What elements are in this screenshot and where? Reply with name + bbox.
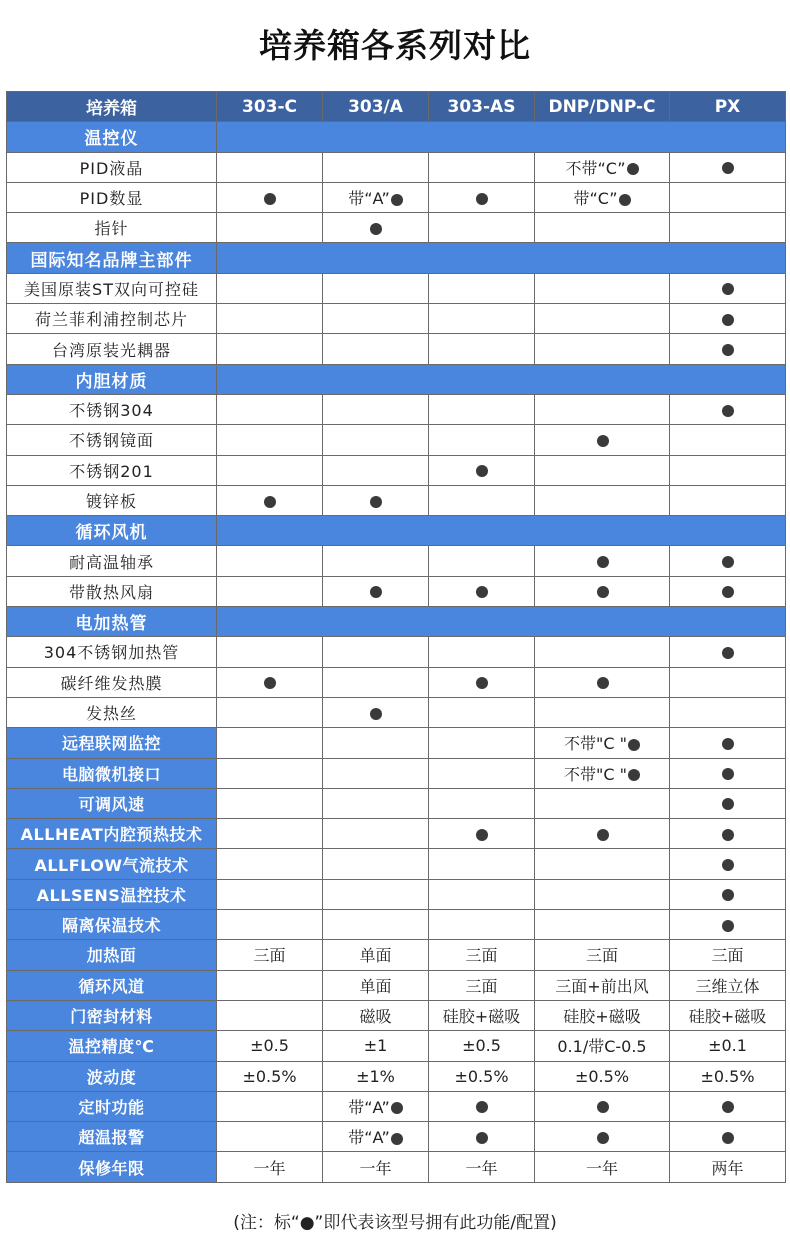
table-cell (670, 1122, 786, 1152)
filled-circle-icon (597, 435, 609, 447)
cell-text: 不带“C” (565, 158, 626, 178)
filled-circle-icon (391, 194, 403, 206)
table-cell (323, 425, 429, 455)
table-cell (429, 485, 535, 515)
table-cell (429, 910, 535, 940)
table-cell (670, 697, 786, 727)
table-cell: 0.1/带C-0.5 (535, 1031, 670, 1061)
table-row (7, 485, 786, 515)
table-cell: 单面 (323, 970, 429, 1000)
row-label: 镀锌板 (7, 485, 217, 515)
category-spacer (217, 607, 786, 637)
table-cell (217, 213, 323, 243)
table-cell (429, 394, 535, 424)
filled-circle-icon (370, 496, 382, 508)
table-cell: 一年 (429, 1152, 535, 1182)
table-cell (670, 728, 786, 758)
table-cell (429, 667, 535, 697)
row-label: 门密封材料 (7, 1000, 217, 1030)
row-label: 台湾原装光耦器 (7, 334, 217, 364)
filled-circle-icon (722, 859, 734, 871)
table-cell (429, 213, 535, 243)
table-cell (670, 213, 786, 243)
table-cell (217, 667, 323, 697)
table-row (7, 788, 786, 818)
category-label: 国际知名品牌主部件 (7, 243, 217, 273)
table-cell (323, 546, 429, 576)
table-row (7, 425, 786, 455)
table-cell (670, 819, 786, 849)
table-row (7, 970, 786, 1000)
table-cell (217, 910, 323, 940)
table-cell (429, 758, 535, 788)
filled-circle-icon (722, 586, 734, 598)
table-cell (670, 334, 786, 364)
row-label: 可调风速 (7, 788, 217, 818)
row-label: 隔离保温技术 (7, 910, 217, 940)
row-label: 304不锈钢加热管 (7, 637, 217, 667)
table-cell (535, 334, 670, 364)
table-cell: ±0.5 (429, 1031, 535, 1061)
table-row (7, 576, 786, 606)
filled-circle-icon (597, 556, 609, 568)
filled-circle-icon (370, 708, 382, 720)
table-row (7, 1091, 786, 1121)
table-cell (323, 758, 429, 788)
filled-circle-icon (476, 1101, 488, 1113)
table-cell (535, 273, 670, 303)
filled-circle-icon (722, 314, 734, 326)
table-cell (323, 788, 429, 818)
table-cell (670, 788, 786, 818)
table-cell (429, 849, 535, 879)
row-label: 带散热风扇 (7, 576, 217, 606)
filled-circle-icon (722, 889, 734, 901)
table-cell (217, 394, 323, 424)
row-label: PID液晶 (7, 152, 217, 182)
row-label: PID数显 (7, 182, 217, 212)
table-cell: 硅胶+磁吸 (429, 1000, 535, 1030)
table-row (7, 940, 786, 970)
table-cell (217, 182, 323, 212)
table-row (7, 728, 786, 758)
table-cell (670, 425, 786, 455)
table-cell (217, 1122, 323, 1152)
table-row (7, 213, 786, 243)
table-cell (670, 485, 786, 515)
filled-circle-icon (619, 194, 631, 206)
table-cell (323, 485, 429, 515)
table-cell (429, 879, 535, 909)
row-label: 指针 (7, 213, 217, 243)
filled-circle-icon (597, 829, 609, 841)
category-row (7, 364, 786, 394)
filled-circle-icon (476, 677, 488, 689)
table-cell (535, 637, 670, 667)
table-cell (323, 152, 429, 182)
table-cell (323, 394, 429, 424)
table-row (7, 849, 786, 879)
table-cell (670, 576, 786, 606)
table-cell: 磁吸 (323, 1000, 429, 1030)
table-cell (535, 879, 670, 909)
table-header-row (7, 92, 786, 122)
table-cell (323, 697, 429, 727)
filled-circle-icon (722, 829, 734, 841)
table-cell (217, 304, 323, 334)
table-cell (217, 758, 323, 788)
row-label: 不锈钢304 (7, 394, 217, 424)
table-cell (323, 273, 429, 303)
table-cell (535, 152, 670, 182)
filled-circle-icon (391, 1133, 403, 1145)
filled-circle-icon (722, 1101, 734, 1113)
filled-circle-icon (628, 769, 640, 781)
header-cell: DNP/DNP-C (535, 92, 670, 122)
table-cell (217, 637, 323, 667)
table-cell (217, 1000, 323, 1030)
category-spacer (217, 364, 786, 394)
table-cell: 三面 (670, 940, 786, 970)
table-cell (217, 728, 323, 758)
filled-circle-icon (391, 1102, 403, 1114)
filled-circle-icon (722, 556, 734, 568)
table-cell (217, 1091, 323, 1121)
table-cell (429, 697, 535, 727)
table-cell (670, 849, 786, 879)
filled-circle-icon (264, 677, 276, 689)
table-cell (217, 425, 323, 455)
page-title: 培养箱各系列对比 (259, 26, 531, 65)
table-cell (535, 182, 670, 212)
filled-circle-icon (722, 738, 734, 750)
table-cell (429, 637, 535, 667)
table-cell (429, 304, 535, 334)
table-cell (217, 879, 323, 909)
table-cell (535, 394, 670, 424)
category-label: 内胆材质 (7, 364, 217, 394)
table-cell: ±0.5% (217, 1061, 323, 1091)
cell-text: 不带"C " (564, 764, 627, 784)
row-label: 荷兰菲利浦控制芯片 (7, 304, 217, 334)
table-row (7, 334, 786, 364)
table-cell (535, 667, 670, 697)
filled-circle-icon (264, 496, 276, 508)
filled-circle-icon (722, 768, 734, 780)
row-label: 耐高温轴承 (7, 546, 217, 576)
table-cell (429, 425, 535, 455)
header-cell: 303-C (217, 92, 323, 122)
table-cell (670, 879, 786, 909)
header-cell: 培养箱 (7, 92, 217, 122)
table-cell: 三面 (429, 940, 535, 970)
table-cell (429, 182, 535, 212)
table-cell (535, 1122, 670, 1152)
table-cell (535, 697, 670, 727)
table-cell (535, 425, 670, 455)
filled-circle-icon (597, 677, 609, 689)
table-cell: 两年 (670, 1152, 786, 1182)
table-cell (217, 152, 323, 182)
table-cell: 硅胶+磁吸 (670, 1000, 786, 1030)
category-row (7, 607, 786, 637)
table-cell (535, 1091, 670, 1121)
filled-circle-icon (476, 1132, 488, 1144)
header-cell: PX (670, 92, 786, 122)
table-cell (429, 1122, 535, 1152)
table-cell (323, 576, 429, 606)
table-cell: ±1% (323, 1061, 429, 1091)
category-spacer (217, 243, 786, 273)
table-cell (429, 728, 535, 758)
table-row (7, 697, 786, 727)
table-row (7, 1000, 786, 1030)
table-cell: 一年 (323, 1152, 429, 1182)
table-cell (670, 1091, 786, 1121)
filled-circle-icon (597, 1132, 609, 1144)
cell-text: 带“A” (348, 1128, 390, 1148)
table-cell: 一年 (535, 1152, 670, 1182)
table-cell (217, 273, 323, 303)
table-cell (217, 819, 323, 849)
table-cell (217, 546, 323, 576)
filled-circle-icon (597, 1101, 609, 1113)
category-label: 循环风机 (7, 516, 217, 546)
category-spacer (217, 516, 786, 546)
header-cell: 303/A (323, 92, 429, 122)
table-cell (429, 788, 535, 818)
table-cell (217, 334, 323, 364)
row-label: ALLHEAT内腔预热技术 (7, 819, 217, 849)
comparison-table (6, 91, 786, 1183)
table-cell: ±0.5% (535, 1061, 670, 1091)
table-cell (323, 728, 429, 758)
table-cell (670, 546, 786, 576)
table-cell (323, 1091, 429, 1121)
filled-circle-icon (722, 162, 734, 174)
table-row (7, 546, 786, 576)
table-cell (217, 485, 323, 515)
table-cell (670, 394, 786, 424)
table-row (7, 1031, 786, 1061)
table-cell (535, 485, 670, 515)
table-cell (323, 849, 429, 879)
row-label: 温控精度℃ (7, 1031, 217, 1061)
table-cell: 三面 (429, 970, 535, 1000)
table-cell (323, 667, 429, 697)
filled-circle-icon (476, 829, 488, 841)
table-cell: ±0.5% (429, 1061, 535, 1091)
table-row (7, 182, 786, 212)
table-cell (323, 637, 429, 667)
table-row (7, 304, 786, 334)
table-cell (535, 576, 670, 606)
category-label: 电加热管 (7, 607, 217, 637)
row-label: ALLSENS温控技术 (7, 879, 217, 909)
filled-circle-icon (628, 739, 640, 751)
filled-circle-icon (722, 283, 734, 295)
table-cell: 一年 (217, 1152, 323, 1182)
footnote: (注：标“●”即代表该型号拥有此功能/配置) (233, 1213, 557, 1233)
filled-circle-icon (264, 193, 276, 205)
row-label: 定时功能 (7, 1091, 217, 1121)
filled-circle-icon (722, 1132, 734, 1144)
table-cell (429, 152, 535, 182)
table-cell: ±0.5 (217, 1031, 323, 1061)
header-cell: 303-AS (429, 92, 535, 122)
table-row (7, 1122, 786, 1152)
filled-circle-icon (597, 586, 609, 598)
row-label: 美国原装ST双向可控硅 (7, 273, 217, 303)
table-cell (535, 819, 670, 849)
table-cell: 三面 (217, 940, 323, 970)
table-cell (670, 667, 786, 697)
table-cell: 三维立体 (670, 970, 786, 1000)
cell-text: 带“A” (348, 1097, 390, 1117)
table-cell (429, 1091, 535, 1121)
table-cell (535, 546, 670, 576)
table-cell (217, 849, 323, 879)
table-row (7, 819, 786, 849)
table-cell (323, 334, 429, 364)
table-cell (670, 637, 786, 667)
table-cell (323, 819, 429, 849)
row-label: 不锈钢201 (7, 455, 217, 485)
table-cell: ±0.1 (670, 1031, 786, 1061)
table-cell (535, 758, 670, 788)
filled-circle-icon (370, 586, 382, 598)
table-cell (323, 910, 429, 940)
filled-circle-icon (476, 465, 488, 477)
table-cell (535, 728, 670, 758)
row-label: 波动度 (7, 1061, 217, 1091)
table-cell (217, 576, 323, 606)
table-cell: 三面 (535, 940, 670, 970)
category-row (7, 516, 786, 546)
row-label: 不锈钢镜面 (7, 425, 217, 455)
filled-circle-icon (722, 798, 734, 810)
table-cell (429, 273, 535, 303)
table-row (7, 879, 786, 909)
cell-text: 不带"C " (564, 734, 627, 754)
row-label: 发热丝 (7, 697, 217, 727)
table-cell (535, 213, 670, 243)
table-cell (323, 304, 429, 334)
cell-text: 带“A” (348, 189, 390, 209)
table-cell: 单面 (323, 940, 429, 970)
table-row (7, 1152, 786, 1182)
category-row (7, 243, 786, 273)
category-row (7, 122, 786, 152)
table-cell (429, 334, 535, 364)
table-cell (535, 304, 670, 334)
table-cell (323, 213, 429, 243)
table-cell (670, 182, 786, 212)
row-label: 超温报警 (7, 1122, 217, 1152)
cell-text: 带“C” (573, 189, 618, 209)
row-label: ALLFLOW气流技术 (7, 849, 217, 879)
filled-circle-icon (722, 647, 734, 659)
table-cell (323, 455, 429, 485)
table-row (7, 152, 786, 182)
table-cell (323, 182, 429, 212)
table-cell (535, 788, 670, 818)
filled-circle-icon (722, 405, 734, 417)
table-row (7, 455, 786, 485)
table-cell (217, 788, 323, 818)
table-cell: ±0.5% (670, 1061, 786, 1091)
table-cell: 硅胶+磁吸 (535, 1000, 670, 1030)
filled-circle-icon (722, 920, 734, 932)
table-row (7, 394, 786, 424)
table-cell (217, 455, 323, 485)
table-cell (670, 152, 786, 182)
table-cell (217, 970, 323, 1000)
table-row (7, 1061, 786, 1091)
table-cell (670, 273, 786, 303)
table-cell (429, 819, 535, 849)
filled-circle-icon (722, 344, 734, 356)
table-cell (323, 1122, 429, 1152)
table-cell (670, 910, 786, 940)
category-spacer (217, 122, 786, 152)
table-row (7, 273, 786, 303)
table-cell: ±1 (323, 1031, 429, 1061)
row-label: 加热面 (7, 940, 217, 970)
table-cell (217, 697, 323, 727)
filled-circle-icon (476, 193, 488, 205)
table-cell (670, 455, 786, 485)
row-label: 循环风道 (7, 970, 217, 1000)
row-label: 碳纤维发热膜 (7, 667, 217, 697)
table-row (7, 637, 786, 667)
table-row (7, 910, 786, 940)
table-cell (323, 879, 429, 909)
table-cell (535, 455, 670, 485)
table-cell (429, 576, 535, 606)
filled-circle-icon (370, 223, 382, 235)
filled-circle-icon (627, 163, 639, 175)
table-cell (670, 758, 786, 788)
table-row (7, 758, 786, 788)
row-label: 电脑微机接口 (7, 758, 217, 788)
table-cell (535, 849, 670, 879)
filled-circle-icon (476, 586, 488, 598)
table-cell (429, 546, 535, 576)
row-label: 远程联网监控 (7, 728, 217, 758)
table-cell: 三面+前出风 (535, 970, 670, 1000)
table-row (7, 667, 786, 697)
row-label: 保修年限 (7, 1152, 217, 1182)
table-cell (670, 304, 786, 334)
table-cell (535, 910, 670, 940)
table-cell (429, 455, 535, 485)
category-label: 温控仪 (7, 122, 217, 152)
